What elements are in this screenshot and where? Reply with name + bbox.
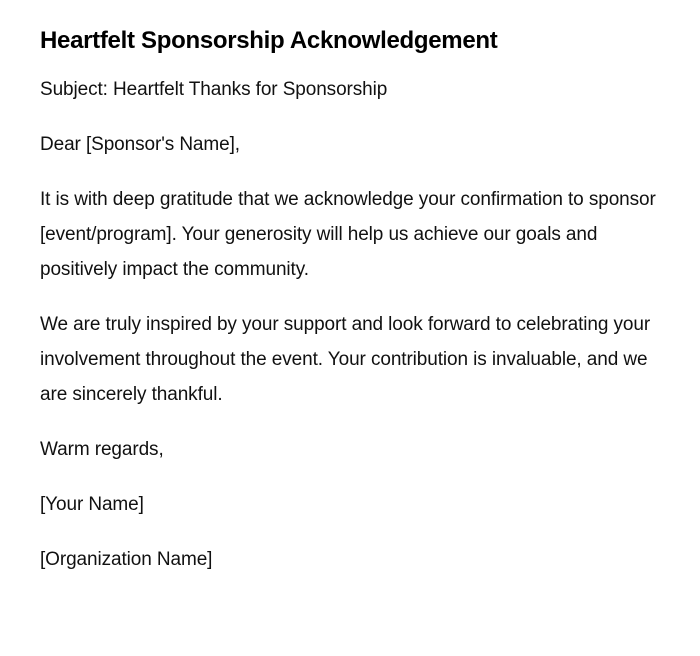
closing: Warm regards, — [40, 439, 164, 460]
document-title: Heartfelt Sponsorship Acknowledgement — [40, 27, 498, 54]
subject-line: Subject: Heartfelt Thanks for Sponsorship — [40, 79, 388, 100]
sender-name: [Your Name] — [40, 494, 144, 515]
organization-name: [Organization Name] — [40, 549, 213, 570]
salutation: Dear [Sponsor's Name], — [40, 134, 240, 155]
body-paragraph-inspiration: We are truly inspired by your support and look forward to celebrating your involvement throughout the event. Your contribution is invaluable, and we are sincerely thankful. — [40, 314, 651, 405]
body-paragraph-gratitude: It is with deep gratitude that we acknowledge your confirmation to sponsor [event/program]. Your generosity will help us achieve our goals and positively impact the community. — [40, 189, 656, 280]
